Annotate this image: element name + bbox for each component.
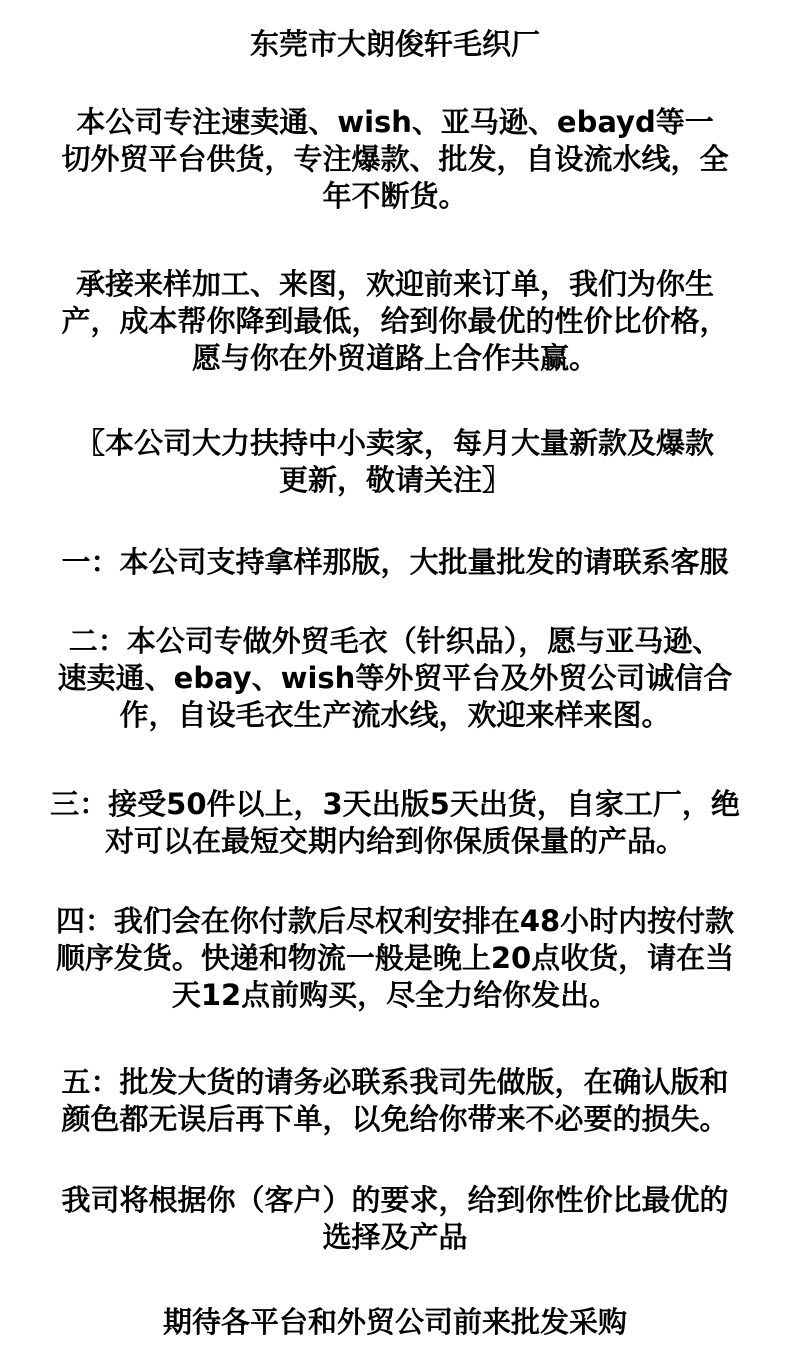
policy-item-3 xyxy=(18,786,772,860)
company-title xyxy=(18,26,772,63)
closing-paragraph xyxy=(18,1182,772,1256)
text-line: 颜色都无误后再下单，以免给你带来不必要的损失。 xyxy=(61,1102,729,1136)
text-line: 本公司专注速卖通、wish、亚马逊、ebayd等一 xyxy=(76,105,714,139)
text-line: 二：本公司专做外贸毛衣（针织品），愿与亚马逊、 xyxy=(68,624,722,658)
text-line: 一：本公司支持拿样那版，大批量批发的请联系客服 xyxy=(61,545,729,579)
text-line: 四：我们会在你付款后尽权利安排在48小时内按付款 xyxy=(55,904,735,938)
text-line: 五：批发大货的请务必联系我司先做版，在确认版和 xyxy=(61,1065,729,1099)
final-line-text: 期待各平台和外贸公司前来批发采购 xyxy=(162,1305,627,1339)
text-line: 天12点前购买，尽全力给你发出。 xyxy=(171,978,619,1012)
text-line: 选择及产品 xyxy=(322,1220,468,1254)
policy-item-4 xyxy=(18,903,772,1014)
intro-paragraph-1 xyxy=(18,104,772,215)
intro-paragraph-2 xyxy=(18,266,772,377)
text-line: 速卖通、ebay、wish等外贸平台及外贸公司诚信合 xyxy=(57,661,733,695)
text-line: 对可以在最短交期内给到你保质保量的产品。 xyxy=(104,824,685,858)
text-line: 〖本公司大力扶持中小卖家，每月大量新款及爆款 xyxy=(75,426,714,460)
text-line: 三：接受50件以上，3天出版5天出货，自家工厂，绝 xyxy=(50,787,740,821)
text-line: 切外贸平台供货，专注爆款、批发，自设流水线，全 xyxy=(61,142,729,176)
company-title-text: 东莞市大朗俊轩毛织厂 xyxy=(249,27,540,61)
text-line: 承接来样加工、来图，欢迎前来订单，我们为你生 xyxy=(75,267,714,301)
text-line: 我司将根据你（客户）的要求，给到你性价比最优的 xyxy=(61,1183,729,1217)
text-line: 愿与你在外贸道路上合作共赢。 xyxy=(191,341,598,375)
policy-item-2 xyxy=(18,623,772,734)
text-line: 年不断货。 xyxy=(322,179,468,213)
text-line: 更新，敬请关注〗 xyxy=(278,463,511,497)
policy-item-1 xyxy=(18,544,772,581)
text-line: 产，成本帮你降到最低，给到你最优的性价比价格， xyxy=(61,304,729,338)
final-line xyxy=(18,1304,772,1341)
text-line: 作，自设毛衣生产流水线，欢迎来样来图。 xyxy=(119,698,671,732)
policy-item-5 xyxy=(18,1064,772,1138)
text-line: 顺序发货。快递和物流一般是晚上20点收货，请在当 xyxy=(55,941,735,975)
notice-paragraph xyxy=(18,425,772,499)
